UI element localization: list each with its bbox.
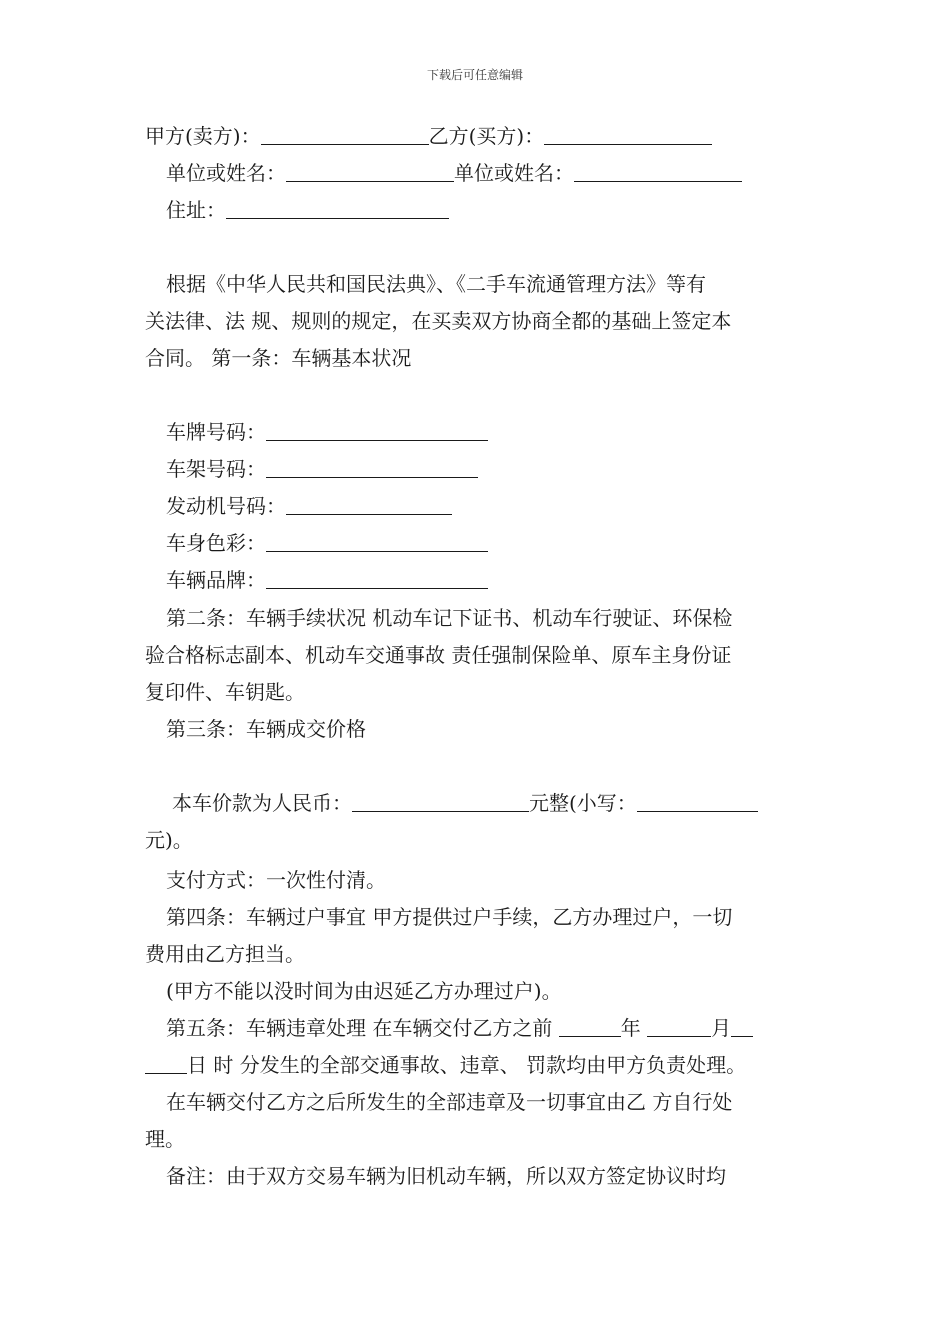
color-label: 车身色彩： — [166, 531, 266, 555]
paragraph-line — [145, 1051, 746, 1079]
year-label: 年 — [620, 1016, 641, 1040]
buyer-blank[interactable] — [544, 124, 712, 145]
plate-line — [166, 418, 488, 446]
paragraph-line: 复印件、车钥匙。 — [145, 680, 305, 704]
paragraph-line: 费用由乙方担当。 — [145, 942, 305, 966]
buyer-name-blank[interactable] — [574, 161, 742, 182]
frame-blank[interactable] — [266, 457, 478, 478]
frame-line — [166, 455, 478, 483]
brand-blank[interactable] — [266, 568, 488, 589]
color-blank[interactable] — [266, 531, 488, 552]
paragraph-line: (甲方不能以没时间为由迟延乙方办理过户)。 — [166, 979, 562, 1003]
engine-line — [166, 492, 452, 520]
price-blank[interactable] — [352, 791, 529, 812]
seller-label: 甲方(卖方)： — [145, 124, 261, 148]
article5-label: 第五条：车辆违章处理 在车辆交付乙方之前 — [166, 1016, 553, 1040]
price-small-label: 元整(小写： — [529, 791, 637, 815]
price-line — [172, 789, 758, 817]
seller-name-blank[interactable] — [286, 161, 454, 182]
paragraph-line: 理。 — [145, 1127, 185, 1151]
address-blank[interactable] — [226, 198, 449, 219]
seller-blank[interactable] — [261, 124, 429, 145]
paragraph-line: 根据《中华人民共和国民法典》、《二手车流通管理方法》等有 — [166, 272, 706, 296]
month-label: 月 — [711, 1016, 732, 1040]
price-small-blank[interactable] — [637, 791, 758, 812]
date-line — [166, 1014, 753, 1042]
party-line — [145, 122, 712, 150]
plate-blank[interactable] — [266, 420, 488, 441]
price-label: 本车价款为人民币： — [172, 791, 352, 815]
brand-line — [166, 566, 488, 594]
paragraph-line: 合同。 第一条：车辆基本状况 — [145, 346, 412, 370]
address-line — [166, 196, 449, 224]
address-label: 住址： — [166, 198, 226, 222]
engine-blank[interactable] — [286, 494, 452, 515]
paragraph-line: 第三条：车辆成交价格 — [166, 717, 366, 741]
day-blank-continued[interactable] — [145, 1053, 187, 1074]
engine-label: 发动机号码： — [166, 494, 286, 518]
color-line — [166, 529, 488, 557]
paragraph-line: 第二条：车辆手续状况 机动车记下证书、机动车行驶证、环保检 — [166, 606, 733, 630]
year-blank[interactable] — [559, 1016, 621, 1037]
name-line — [166, 159, 742, 187]
paragraph-line: 验合格标志副本、机动车交通事故 责任强制保险单、原车主身份证 — [145, 643, 732, 667]
day-blank[interactable] — [731, 1016, 753, 1037]
article5-text: 日 时 分发生的全部交通事故、违章、 罚款均由甲方负责处理。 — [187, 1053, 747, 1077]
plate-label: 车牌号码： — [166, 420, 266, 444]
paragraph-line: 支付方式：一次性付清。 — [166, 868, 386, 892]
month-blank[interactable] — [647, 1016, 711, 1037]
paragraph-line: 备注：由于双方交易车辆为旧机动车辆，所以双方签定协议时均 — [166, 1164, 726, 1188]
brand-label: 车辆品牌： — [166, 568, 266, 592]
paragraph-line: 在车辆交付乙方之后所发生的全部违章及一切事宜由乙 方自行处 — [166, 1090, 733, 1114]
paragraph-line: 第四条：车辆过户事宜 甲方提供过户手续，乙方办理过户，一切 — [166, 905, 733, 929]
buyer-name-label: 单位或姓名： — [454, 161, 574, 185]
buyer-label: 乙方(买方)： — [428, 124, 545, 148]
paragraph-line: 关法律、法 规、规则的规定，在买卖双方协商全都的基础上签定本 — [145, 309, 732, 333]
seller-name-label: 单位或姓名： — [166, 161, 286, 185]
page-header: 下载后可任意编辑 — [426, 68, 523, 82]
paragraph-line: 元)。 — [145, 828, 193, 852]
frame-label: 车架号码： — [166, 457, 266, 481]
